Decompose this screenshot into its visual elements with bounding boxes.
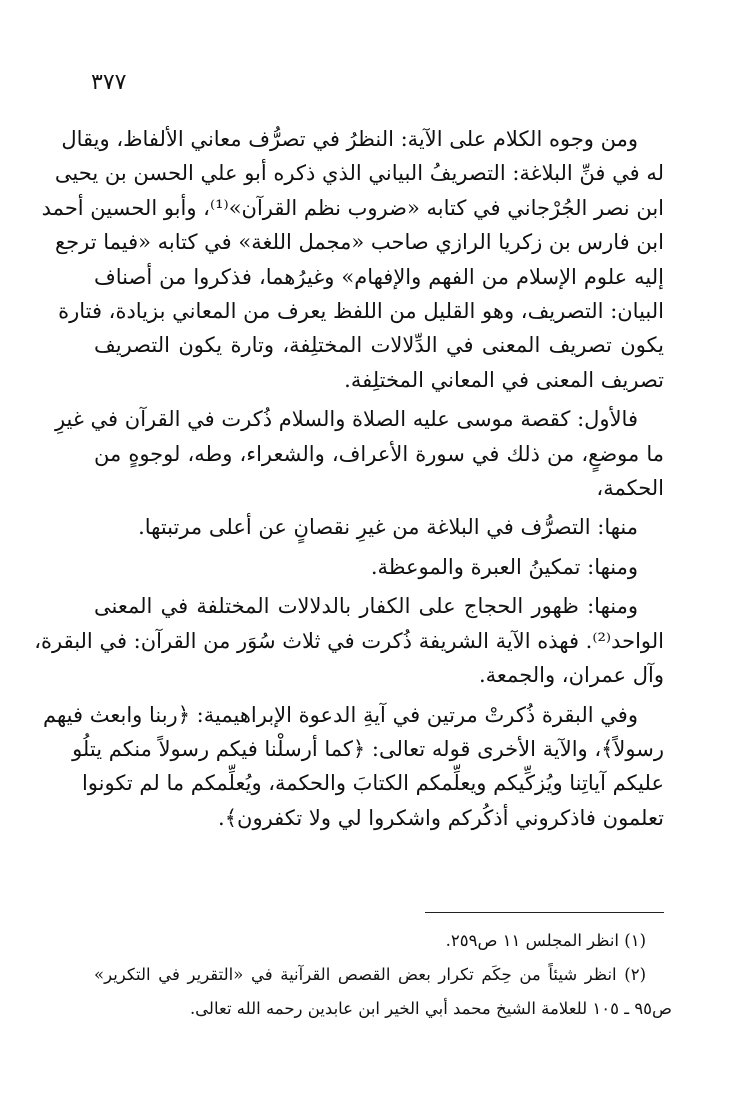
text-line: ومن وجوه الكلام على الآية: النظرُ في تصرُّف معاني الألفاظ، ويقال — [61, 127, 638, 151]
paragraph — [54, 402, 664, 505]
footnote-line: ص٩٥ ـ ١٠٥ للعلامة الشيخ محمد أبي الخير ابن عابدين رحمه الله تعالى. — [189, 999, 672, 1018]
footnotes — [94, 924, 672, 1026]
text-line: ما موضعٍ، من ذلك في سورة الأعراف، والشعراء، وطه، لوجوهٍ من — [94, 441, 664, 466]
text-line: تعلمون فاذكروني أذكُركم واشكروا لي ولا تكفرون﴾. — [218, 805, 664, 830]
text-line: فالأول: كقصة موسى عليه الصلاة والسلام ذُكرت في القرآن في غيرِ — [54, 407, 638, 432]
paragraph — [94, 510, 664, 544]
text-line: وفي البقرة ذُكرتْ مرتين في آيةِ الدعوة الإبراهيمية: ﴿ربنا وابعث فيهم — [43, 702, 638, 727]
text-line: الواحد⁽²⁾. فهذه الآية الشريفة ذُكرت في ثلاث سُوَر من القرآن: في البقرة، — [34, 628, 664, 653]
text-line: يكون تصريف المعنى في الدِّلالات المختلِفة، وتارة يكون التصريف — [94, 333, 664, 358]
text-line: رسولاً﴾، والآية الأخرى قوله تعالى: ﴿كما أرسلْنا فيكم رسولاً منكم يتلُو — [72, 736, 664, 761]
page-number: ٣٧٧ — [91, 70, 127, 95]
footnote-separator — [425, 912, 664, 913]
paragraph — [43, 698, 664, 836]
body-text — [34, 122, 664, 835]
text-line: ابن نصر الجُرْجاني في كتابه «ضروب نظم القرآن»⁽¹⁾، وأبو الحسين أحمد — [41, 195, 664, 220]
footnote-line: (٢) انظر شيئاً من حِكَم تكرار بعض القصص القرآنية في «التقرير في التكرير» — [94, 965, 646, 984]
text-line: وآل عمران، والجمعة. — [478, 663, 664, 688]
paragraph — [41, 122, 664, 397]
text-line: ابن فارس بن زكريا الرازي صاحب «مجمل اللغة» في كتابه «فيما ترجع — [54, 230, 664, 255]
paragraph — [34, 589, 664, 692]
text-line: إليه علوم الإسلام من الفهم والإفهام» وغيرُهما، فذكروا من أصناف — [94, 264, 664, 289]
text-line: ومنها: ظهور الحجاج على الكفار بالدلالات المختلفة في المعنى — [94, 594, 638, 619]
footnote-line: (١) انظر المجلس ١١ ص٢٥٩. — [445, 931, 646, 950]
paragraph — [94, 550, 664, 584]
text-line: تصريف المعنى في المعاني المختلِفة. — [344, 367, 664, 392]
text-line: عليكم آياتِنا ويُزكِّيكم ويعلِّمكم الكتابَ والحكمة، ويُعلِّمكم ما لم تكونوا — [81, 771, 664, 796]
text-line: له في فنِّ البلاغة: التصريفُ البياني الذي ذكره أبو علي الحسن بن يحيى — [54, 161, 664, 186]
text-line: الحكمة، — [596, 476, 664, 501]
text-line: البيان: التصريف، وهو القليل من اللفظ يعرف من المعاني بزيادة، فتارة — [58, 299, 664, 324]
text-line: ومنها: تمكينُ العبرة والموعظة. — [370, 554, 638, 579]
text-line: منها: التصرُّف في البلاغة من غيرِ نقصانٍ عن أعلى مرتبتها. — [138, 515, 638, 540]
